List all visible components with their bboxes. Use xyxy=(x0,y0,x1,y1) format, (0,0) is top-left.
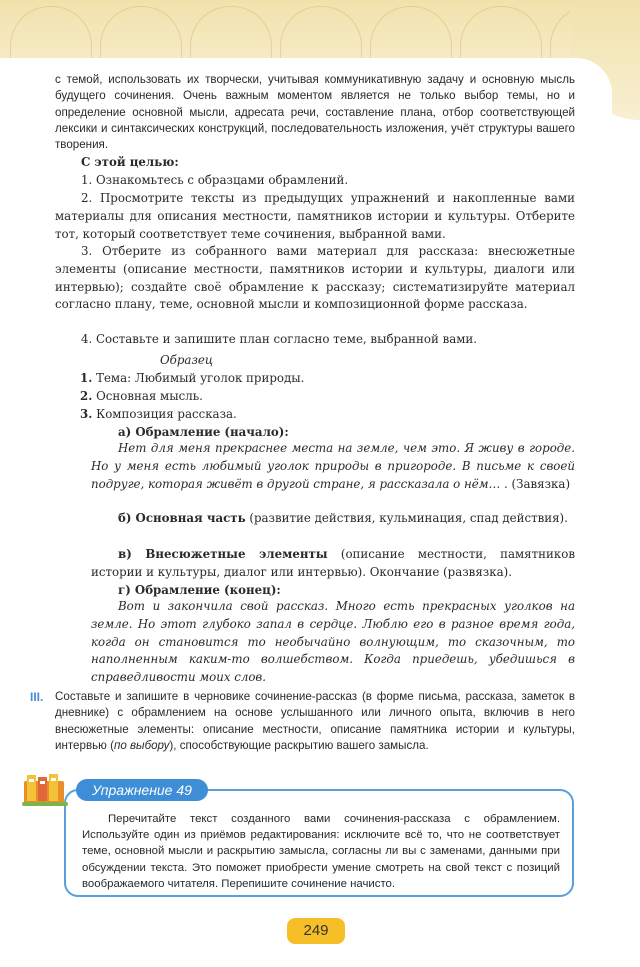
page-number: 249 xyxy=(287,918,345,944)
extra-plot-elements: в) Внесюжетные элементы (описание местности, памятников истории и культуры, диалог или интервью). Окончание (развязка). xyxy=(91,547,575,579)
task-3-text: Составьте и запишите в черновике сочинение-рассказ (в форме письма, рассказа, заметок в дневнике) с обрамлением на основе услышанного или личного опыта, включив в него внесюжетные элементы: описание местности, описание памятника истории и культуры, интервью (по выбору), способствующие раскрытию вашего замысла. xyxy=(55,690,575,752)
exercise-label: Упражнение 49 xyxy=(76,779,208,801)
step-3: 3. Отберите из собранного вами материал для рассказа: внесюжетные элементы (описание местности, памятников истории и культуры, диалоги или интервью); создайте своё обрамление к рассказу; систематизируйте материал согласно плану, теме, основной мысли и композиционной форме рассказа. xyxy=(55,244,575,312)
main-part: б) Основная часть (развитие действия, кульминация, спад действия). xyxy=(118,511,568,525)
task-3-number: III. xyxy=(30,690,44,704)
intro-paragraph: с темой, использовать их творчески, учитывая коммуникативную задачу и основную мысль будущего сочинения. Очень важным моментом является не только выбор темы, но и определение основной мысли, адресата речи, составление плана, отбор соответствующей лексики и синтаксических конструкций, последовательность изложения, учёт структуры вашего творения. xyxy=(55,73,575,152)
exercise-text: Перечитайте текст созданного вами сочинения-рассказа с обрамлением. Используйте один из приёмов редактирования: исключите всё то, что не соответствует теме, основной мысли и раскрытию замысла, согласны ли вы с заменами, данными при обсуждении текста. Это поможет приобрести умение смотреть на свой текст с позиций воображаемого читателя. Перепишите сочинение начисто. xyxy=(82,813,560,890)
purpose-heading: С этой целью: xyxy=(81,155,179,169)
frame-end-text: Вот и закончила свой рассказ. Много есть прекрасных уголков на земле. Но этот глубоко запал в сердце. Люблю его в разное время года, когда он становится то необычайно волнующим, то сказочным, то наполненным каким-то волшебством. Когда приедешь, убедишься в справедливости моих слов. xyxy=(91,599,575,685)
sample-item-1: 1. Тема: Любимый уголок природы. xyxy=(80,371,305,385)
sample-title: Образец xyxy=(160,353,214,367)
sample-item-2: 2. Основная мысль. xyxy=(80,389,203,403)
books-icon xyxy=(22,771,68,807)
step-4: 4. Составьте и запишите план согласно теме, выбранной вами. xyxy=(81,332,478,346)
sample-item-3: 3. Композиция рассказа. xyxy=(80,407,237,421)
step-1: 1. Ознакомьтесь с образцами обрамлений. xyxy=(81,173,349,187)
frame-start-text: Нет для меня прекраснее места на земле, чем это. Я живу в городе. Но у меня есть любимый уголок природы в пригороде. В письме к своей подруге, которая живёт в другой стране, я рассказала о нём… . (Завязка) xyxy=(91,441,575,491)
frame-start-label: а) Обрамление (начало): xyxy=(118,425,289,439)
step-2: 2. Просмотрите тексты из предыдущих упражнений и накопленные вами материалы для описания местности, памятников истории и культуры. Отберите тот, который соответствует теме сочинения, выбранной вами. xyxy=(55,191,575,241)
frame-end-label: г) Обрамление (конец): xyxy=(118,583,281,597)
